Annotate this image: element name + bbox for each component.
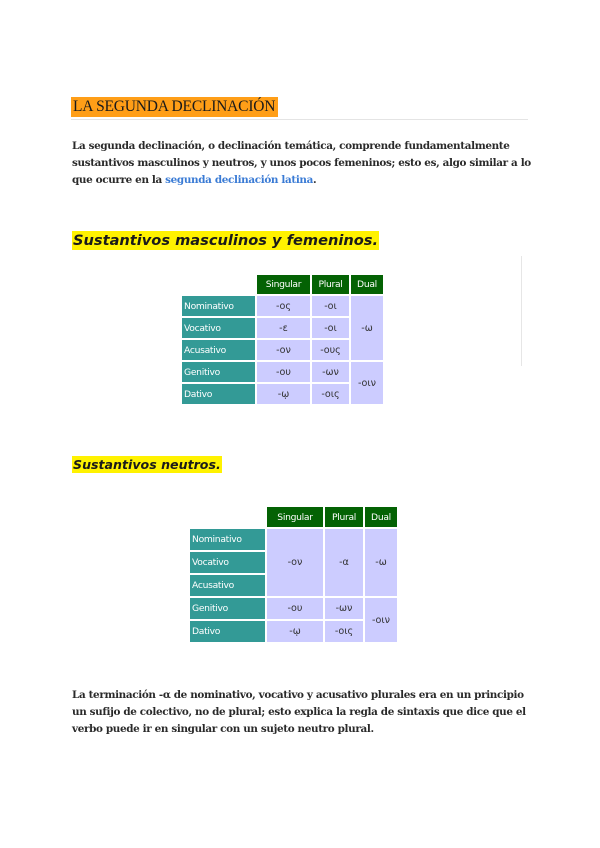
decorative-rule: [521, 256, 522, 366]
empty-corner: [182, 275, 255, 294]
singular-ending: -ον: [267, 529, 323, 596]
singular-ending: -ε: [257, 318, 310, 338]
case-label: Dativo: [190, 621, 265, 642]
case-label: Nominativo: [190, 529, 265, 550]
plural-ending: -οις: [312, 384, 349, 404]
case-label: Acusativo: [182, 340, 255, 360]
table-row: [182, 296, 383, 316]
title-divider: [71, 119, 528, 120]
case-label: Acusativo: [190, 575, 265, 596]
plural-ending: -ων: [325, 598, 363, 619]
dual-ending: -ω: [351, 296, 383, 360]
dual-ending: -ω: [365, 529, 397, 596]
plural-ending: -ους: [312, 340, 349, 360]
case-label: Vocativo: [190, 552, 265, 573]
heading-masculine-feminine: Sustantivos masculinos y femeninos.: [73, 232, 379, 249]
table-row: [190, 598, 397, 619]
empty-corner: [190, 507, 265, 527]
dual-ending: -οιν: [365, 598, 397, 642]
singular-ending: -ου: [257, 362, 310, 382]
table-header-row: [182, 275, 383, 294]
case-label: Nominativo: [182, 296, 255, 316]
singular-ending: -ον: [257, 340, 310, 360]
singular-ending: -ου: [267, 598, 323, 619]
plural-ending: -οι: [312, 296, 349, 316]
singular-ending: -ῳ: [267, 621, 323, 642]
case-label: Vocativo: [182, 318, 255, 338]
segunda-declinacion-latina-link[interactable]: segunda declinación latina: [165, 174, 313, 186]
intro-text-end: .: [313, 174, 317, 186]
singular-ending: -ος: [257, 296, 310, 316]
plural-ending: -οις: [325, 621, 363, 642]
page-title: LA SEGUNDA DECLINACIÓN: [71, 97, 278, 117]
table-header-row: [190, 507, 397, 527]
plural-ending: -α: [325, 529, 363, 596]
plural-ending: -ων: [312, 362, 349, 382]
dual-ending: -οιν: [351, 362, 383, 404]
case-label: Genitivo: [182, 362, 255, 382]
neuter-declension-table: [188, 505, 399, 644]
header-plural: Plural: [312, 275, 349, 294]
case-label: Dativo: [182, 384, 255, 404]
singular-ending: -ῳ: [257, 384, 310, 404]
intro-paragraph: [72, 138, 532, 189]
case-label: Genitivo: [190, 598, 265, 619]
intro-text: La segunda declinación, o declinación temática, comprende fundamentalmente sustantivos masculinos y neutros, y unos pocos femeninos; esto es, algo similar a lo que ocurre en la: [72, 140, 531, 186]
header-dual: Dual: [351, 275, 383, 294]
header-plural: Plural: [325, 507, 363, 527]
header-singular: Singular: [257, 275, 310, 294]
closing-paragraph: La terminación -α de nominativo, vocativo y acusativo plurales era en un principio un sufijo de colectivo, no de plural; esto explica la regla de sintaxis que dice que el verbo puede ir en singular con un sujeto neutro plural.: [72, 689, 526, 735]
table-row: [190, 529, 397, 550]
header-dual: Dual: [365, 507, 397, 527]
header-singular: Singular: [267, 507, 323, 527]
plural-ending: -οι: [312, 318, 349, 338]
heading-neuter: Sustantivos neutros.: [73, 457, 221, 472]
table-row: [182, 362, 383, 382]
masc-fem-declension-table: [180, 273, 385, 406]
